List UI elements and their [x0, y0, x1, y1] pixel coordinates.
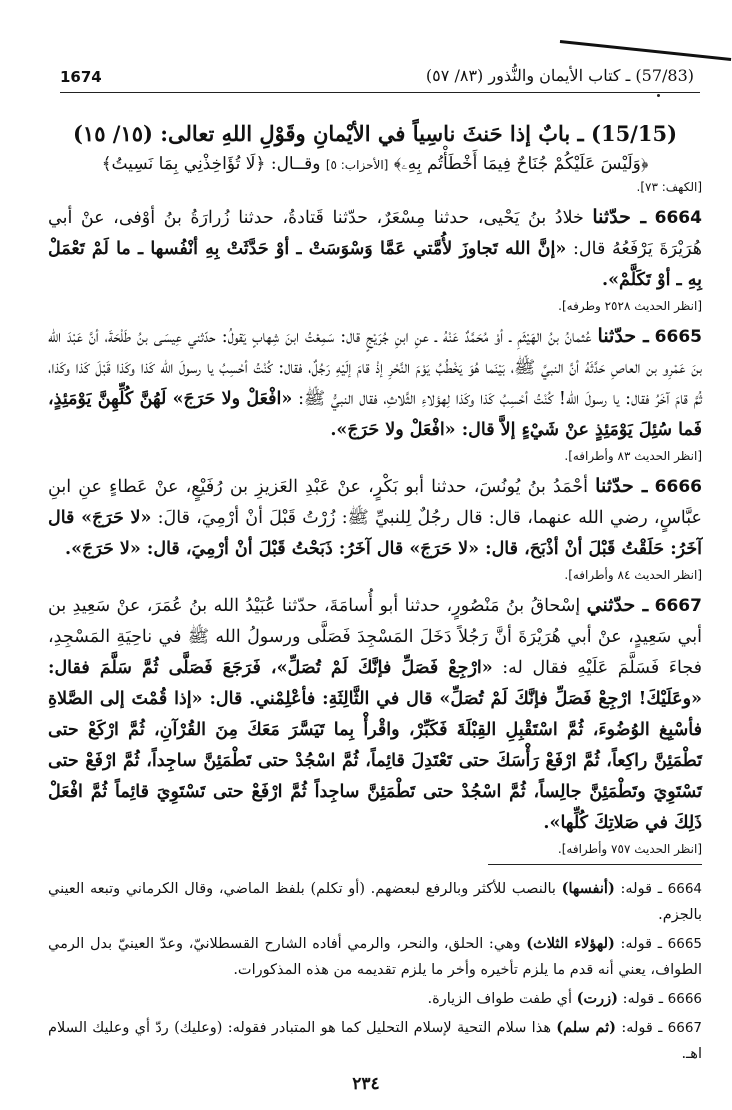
hadith-6666 — [48, 471, 702, 584]
hadith-text: عُثمانُ بنُ الهَيْثَمِ ـ أوْ مُحَمَّدٌ عَنْهُ ـ عنِ ابنِ جُرَيْجٍ قال: سَمِعْتُ ابنَ شِهابٍ يَقولُ: حدّثني عِيسَى بنُ طَلْحَةَ، أنَّ عَبْدَ الله بنَ عَمْرِو بن العاصِ حَدَّثَهُ أنَّ النبيَّ ﷺ، بَيْنَما هُوَ يَخْطُبُ يَوْمَ النَّحْرِ إذْ قامَ إلَيْهِ رَجُلٌ، فقال: كُنْتُ أحْسِبُ يا رسولَ الله كَذا وكَذا قَبْلَ كَذا وكَذا، ثُمَّ قامَ آخَرُ فقال: يا رسولَ الله! كُنْتُ أحْسِبُ كَذا وكَذا لِهؤلاءِ الثَّلاثِ، فقال النبيُّ ﷺ: — [48, 327, 702, 409]
hadith-quote: «افْعَلْ ولا حَرَجَ» لَهُنَّ كُلِّهِنَّ يَوْمَئِذٍ، فَما سُئِلَ يَوْمَئِذٍ عنْ شَيْءٍ إلاَّ قال: «افْعَلْ ولا حَرَجَ». — [48, 389, 702, 440]
hadith-text: إسْحاقُ بنُ مَنْصُورٍ، حدثنا أبو أُسامَةَ، حدّثنا عُبَيْدُ الله بنُ عُمَرَ، عنْ سَعِيدِ بن أبي سَعِيدٍ، عنْ أبي هُرَيْرَةَ أنَّ رَجُلاً دَخَلَ المَسْجِدَ فَصَلَّى ورسولُ الله ﷺ في ناحِيَةِ المَسْجِدِ، فجاءَ فَسَلَّمَ عَلَيْهِ فقال له: — [48, 596, 702, 678]
hadith-ref: [انظر الحديث ٧٥٧ وأطرافه]. — [557, 842, 702, 856]
footnote-number: 6667 — [667, 1020, 703, 1036]
scan-mark — [560, 40, 731, 61]
page-number-footer: ٢٣٤ — [352, 1074, 380, 1094]
footnote-text: وهي: الحلق، والنحر، والرمي أفاده الشارح القسطلانيّ، وعدّ العينيّ بدل الرمي الطواف، يعني أنه قدم ما يلزم تأخيره وأخر ما يلزم تقديمه من هذه المذكورات. — [48, 936, 702, 978]
footnote-6667 — [48, 1015, 702, 1067]
hadith-6665 — [48, 321, 702, 465]
verse-1-ref: [الأحزاب: ٥] — [325, 158, 389, 172]
footnote-6666 — [48, 986, 702, 1012]
hadith-quote: «إنَّ الله تَجاوزَ لأُمَّتي عَمَّا وَسْوَسَتْ ـ أوْ حَدَّثَتْ بِهِ أنْفُسها ـ ما لَمْ تَعْمَلْ بِهِ ـ أوْ تَكَلَّمْ». — [48, 239, 702, 290]
main-text — [48, 118, 702, 858]
hadith-intro: ـ حدّثنا — [592, 206, 647, 228]
chapter-title: (15/15) ـ بابٌ إذا حَنثَ ناسِياً في الأيْمانِ وقَوْلِ اللهِ تعالى: (١٥/ ١٥) — [72, 121, 678, 146]
footnote-separator — [488, 864, 702, 865]
hadith-text: خلادُ بنُ يَحْيى، حدثنا مِسْعَرٌ، حدّثنا قَتادةُ، حدثنا زُرارَةُ بنُ أوْفى، عنْ أبي هُرَيْرَةَ يَرْفَعُهُ قال: — [48, 208, 702, 259]
hadith-quote: «لا حَرَجَ» قال آخَرُ: حَلَقْتُ قَبْلَ أنْ أذْبَحَ، قال: «لا حَرَجَ» قال آخَرُ: ذَبَحْتُ قَبْلَ أنْ أرْمِيَ، قال: «لا حَرَجَ». — [48, 508, 702, 559]
hadith-text: أحْمَدُ بنُ يُونُسَ، حدثنا أبو بَكْرٍ، عنْ عَبْدِ العَزيزِ بن رُفَيْعٍ، عنْ عَطاءٍ عنِ ابنِ عبَّاسٍ، رضي الله عنهما، قال: قال رجُلٌ لِلنبيِّ ﷺ: زُرْتُ قَبْلَ أنْ أرْمِيَ، قالَ: — [48, 477, 702, 528]
hadith-ref: [انظر الحديث ٨٣ وأطرافه]. — [564, 449, 702, 463]
verse-conjunction: وقــال: — [270, 154, 321, 174]
footnote-lead: ـ قوله: — [620, 881, 662, 897]
footnote-term: (زرت) — [576, 990, 619, 1007]
footnote-number: 6665 — [667, 936, 702, 952]
hadith-intro: ـ حدّثنا — [597, 325, 649, 347]
hadith-quote: «ارْجِعْ فَصَلِّ فإنَّكَ لَمْ تُصَلِّ»، فَرَجَعَ فَصَلَّى ثُمَّ سَلَّمَ فقال: «وعَلَيْكَ! ارْجِعْ فَصَلِّ فإنَّكَ لَمْ تُصَلِّ» قال في الثَّالِثَةِ: فأعْلِمْني. قال: «إذا قُمْتَ إلى الصَّلاةِ فأسْبِغ الوُضُوءَ، ثُمَّ اسْتَقْبِلِ القِبْلَةَ فَكَبِّرْ، واقْرأْ بِما تَيَسَّرَ مَعَكَ مِنَ القُرْآنِ، ثُمَّ ارْكَعْ حتى تَطْمَئِنَّ راكِعاً، ثُمَّ ارْفَعْ رَأْسَكَ حتى تَعْتَدِلَ قائِماً، ثُمَّ اسْجُدْ حتى تَطْمَئِنَّ ساجِداً، ثُمَّ ارْفَعْ حتى تَسْتَوِيَ وتَطْمَئِنَّ جالِساً، ثُمَّ اسْجُدْ حتى تَطْمَئِنَّ ساجِداً ثُمَّ ارْفَعْ حتى تَسْتَوِيَ قائِماً ثُمَّ افْعَلْ ذَلِكَ في صَلاتِكَ كُلِّها». — [48, 658, 702, 833]
footnote-lead: ـ قوله: — [621, 1020, 663, 1036]
hadith-6667 — [48, 590, 702, 858]
footnote-text: هذا سلام التحية لإسلام التحليل كما هو المتبادر فقوله: (وعليك) ردّ أي وعليك السلام اهـ. — [48, 1020, 702, 1062]
verse-2: ﴿لَا تُؤَاخِذْنِي بِمَا نَسِيتُ﴾ — [101, 154, 266, 174]
footnotes — [48, 876, 702, 1070]
hadith-ref: [انظر الحديث ٨٤ وأطرافه]. — [564, 568, 702, 582]
hadith-intro: ـ حدّثنا — [595, 475, 648, 497]
hadith-ref: [انظر الحديث ٢٥٢٨ وطرفه]. — [558, 299, 702, 313]
footnote-text: بالنصب للأكثر وبالرفع لبعضهم. (أو تكلم) بلفظ الماضي، وقال الكرماني وتبعه العيني بالجزم. — [48, 881, 702, 923]
verse-1: ﴿وَلَيْسَ عَلَيْكُمْ جُنَاحٌ فِيمَا أَخْطَأْتُم بِهِۦ﴾ — [393, 154, 649, 174]
footnote-term: (أنفسها) — [561, 880, 615, 897]
footnote-6665 — [48, 931, 702, 983]
footnote-number: 6666 — [667, 991, 702, 1007]
hadith-number: 6666 — [654, 477, 702, 497]
footnote-term: (ثم سلم) — [556, 1019, 617, 1036]
footnote-lead: ـ قوله: — [620, 936, 662, 952]
footnote-term: (لهؤلاء الثلاث) — [526, 935, 615, 952]
page-header — [60, 64, 700, 93]
footnote-6664 — [48, 876, 702, 928]
header-title: (57/83) ـ كتاب الأيمان والنُّذور (٨٣/ ٥٧) — [425, 66, 694, 85]
verse-2-ref: [الكهف: ٧٣]. — [636, 180, 702, 194]
header-page-number: 1674 — [60, 68, 102, 86]
chapter-verses — [48, 150, 702, 178]
hadith-number: 6665 — [654, 327, 702, 347]
hadith-number: 6667 — [654, 596, 702, 616]
footnote-text: أي طفت طواف الزيارة. — [427, 991, 573, 1007]
hadith-6664 — [48, 202, 702, 315]
footnote-lead: ـ قوله: — [622, 991, 664, 1007]
ink-dot — [657, 94, 660, 97]
hadith-intro: ـ حدّثني — [586, 594, 649, 616]
hadith-number: 6664 — [654, 208, 702, 228]
footnote-number: 6664 — [667, 881, 702, 897]
